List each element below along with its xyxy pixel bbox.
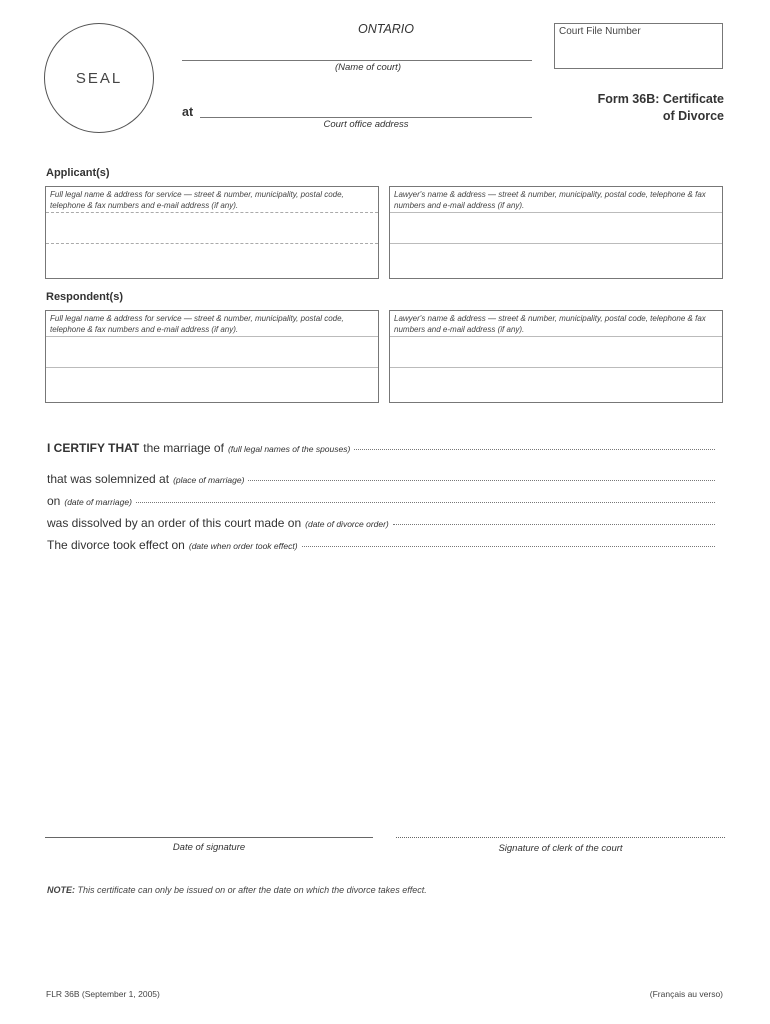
applicant-party-box[interactable]	[45, 186, 379, 279]
court-file-number-label: Court File Number	[559, 26, 641, 37]
respondent-party-row[interactable]	[46, 367, 378, 398]
applicant-lawyer-row[interactable]	[390, 212, 722, 243]
certify-strong: I CERTIFY THAT	[47, 441, 140, 455]
name-of-court-line[interactable]	[182, 60, 532, 61]
form-title-line1: Form 36B: Certificate	[597, 92, 724, 106]
jurisdiction-title: ONTARIO	[357, 22, 415, 36]
applicant-party-row[interactable]	[46, 212, 378, 243]
form-id: FLR 36B (September 1, 2005)	[46, 989, 160, 999]
respondent-lawyer-row[interactable]	[390, 336, 722, 367]
form-title	[560, 91, 724, 125]
effective-text: The divorce took effect on	[47, 538, 185, 552]
spouses-names-prompt: (full legal names of the spouses)	[227, 444, 351, 454]
respondent-party-box[interactable]	[45, 310, 379, 403]
date-of-signature-line[interactable]	[45, 837, 373, 838]
respondent-lawyer-hint: Lawyer's name & address — street & number, municipality, postal code, telephone & fax numbers and e-mail address (if any).	[394, 314, 706, 334]
place-of-marriage-prompt: (place of marriage)	[173, 475, 245, 485]
court-office-address-line[interactable]	[200, 117, 532, 118]
spouses-names-field[interactable]	[354, 439, 715, 450]
date-of-marriage-prompt: (date of marriage)	[64, 497, 132, 507]
note-text: This certificate can only be issued on or after the date on which the divorce takes effect.	[77, 885, 427, 895]
place-of-marriage-field[interactable]	[248, 470, 715, 481]
certify-text: the marriage of	[143, 441, 224, 455]
divorce-order-date-prompt: (date of divorce order)	[305, 519, 389, 529]
applicant-lawyer-row[interactable]	[390, 243, 722, 274]
on-text: on	[47, 494, 61, 508]
certify-marriage-line	[47, 441, 715, 455]
effective-date-prompt: (date when order took effect)	[188, 541, 298, 551]
date-of-marriage-field[interactable]	[136, 492, 715, 503]
court-office-address-label: Court office address	[323, 119, 409, 130]
solemnized-text: that was solemnized at	[47, 472, 170, 486]
divorce-order-date-field[interactable]	[393, 514, 715, 525]
clerk-signature-label: Signature of clerk of the court	[498, 843, 623, 854]
effective-date-field[interactable]	[302, 536, 715, 547]
respondent-lawyer-box[interactable]	[389, 310, 723, 403]
effective-line	[47, 538, 715, 552]
respondent-party-row[interactable]	[46, 336, 378, 367]
respondent-party-hint: Full legal name & address for service — street & number, municipality, postal code, telephone & fax numbers and e-mail address (if any).	[50, 314, 344, 334]
applicant-lawyer-box[interactable]	[389, 186, 723, 279]
applicant-party-row[interactable]	[46, 243, 378, 274]
applicant-party-hint: Full legal name & address for service — street & number, municipality, postal code, telephone & fax numbers and e-mail address (if any).	[50, 190, 344, 210]
note-label: NOTE:	[47, 885, 75, 895]
applicant-lawyer-hint: Lawyer's name & address — street & number, municipality, postal code, telephone & fax numbers and e-mail address (if any).	[394, 190, 706, 210]
note	[47, 885, 427, 895]
clerk-signature-line[interactable]	[396, 837, 725, 838]
dissolved-line	[47, 516, 715, 530]
french-version-note: (Français au verso)	[649, 989, 723, 999]
respondents-heading: Respondent(s)	[46, 291, 123, 303]
applicants-heading: Applicant(s)	[46, 167, 110, 179]
at-label: at	[182, 105, 194, 119]
dissolved-text: was dissolved by an order of this court made on	[47, 516, 302, 530]
date-of-signature-label: Date of signature	[172, 842, 246, 853]
name-of-court-label: (Name of court)	[335, 62, 401, 73]
respondent-lawyer-row[interactable]	[390, 367, 722, 398]
marriage-date-line	[47, 494, 715, 508]
form-title-line2: of Divorce	[662, 109, 724, 123]
seal-stamp: SEAL	[44, 23, 154, 133]
solemnized-line	[47, 472, 715, 486]
